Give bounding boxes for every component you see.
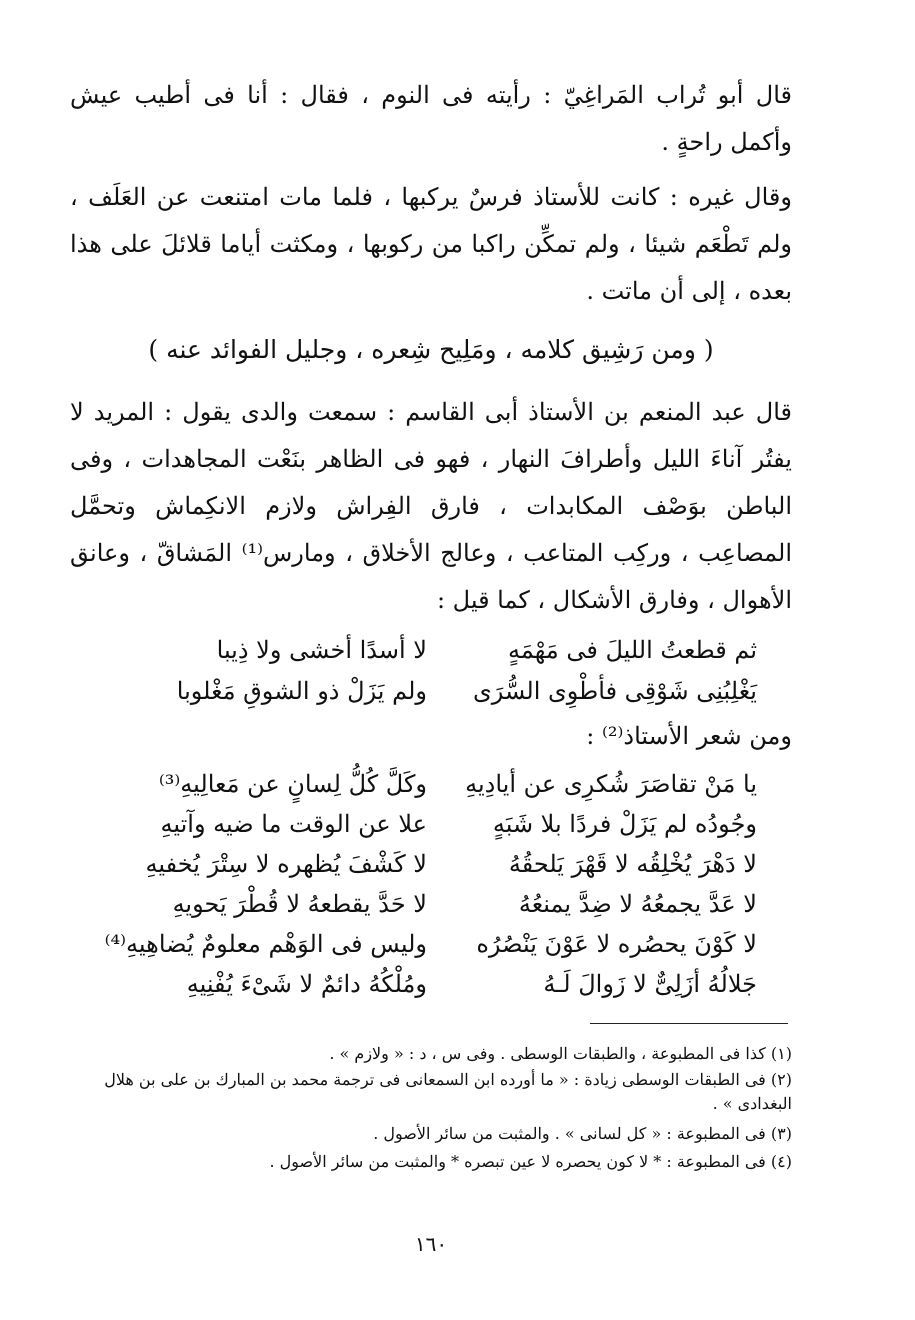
poem-verse [107,764,757,804]
poem-verse [107,884,757,924]
footnote: (١) كذا فى المطبوعة ، والطبقات الوسطى . وفى س ، د : « ولازم » . [329,1044,792,1063]
footnote-divider [590,1023,788,1024]
poem-second [104,764,757,1004]
poem-intro: ومن شعر الأستاذ⁽²⁾ : [586,722,792,750]
verse-first-hemistich: لا عَدَّ يجمعُهُ لا ضِدَّ يمنعُهُ [518,890,757,918]
verse-second-hemistich: ولم يَزَلْ ذو الشوقِ مَغْلوبا [176,677,427,705]
poem-verse [107,671,757,712]
poem-verse [104,924,757,964]
poem-verse [107,630,757,671]
section-heading: ( ومن رَشِيق كلامه ، ومَلِيح شِعره ، وجليل الفوائد عنه ) [148,335,714,364]
verse-second-hemistich: لا حَدَّ يقطعهُ لا قُطْرَ يَحويهِ [172,890,427,918]
poem-first [107,630,757,712]
paragraph-murid: قال عبد المنعم بن الأستاذ أبى القاسم : سمعت والدى يقول : المريد لا يفتُر آناءَ الليل وأطرافَ النهار ، فهو فى الظاهر بنَعْت المجاهدات ، وفى الباطن بوَصْف المكابدات ، فارق الفِراش ولازم الانكِماش وتحمَّل المصاعِب ، وركِب المتاعب ، وعالج الأخلاق ، ومارس⁽¹⁾ المَشاقّ ، وعانق الأهوال ، وفارق الأشكال ، كما قيل : [70,398,793,614]
verse-first-hemistich: يا مَنْ تقاصَرَ شُكرِى عن أيادِيهِ [465,770,757,798]
poem-verse [107,964,757,1004]
poem-verse [107,844,757,884]
verse-second-hemistich: لا أسدًا أخشى ولا ذِيبا [216,636,427,664]
verse-first-hemistich: لا دَهْرَ يُخْلِقُه لا قَهْرَ يَلحقُهُ [508,850,757,878]
verse-first-hemistich: ثم قطعتُ الليلَ فى مَهْمَهٍ [508,636,757,664]
footnote: (٢) فى الطبقات الوسطى زيادة : « ما أورده ابن السمعانى فى ترجمة محمد بن المبارك بن على بن هلال البغدادى » . [104,1070,792,1113]
paragraph-horse: وقال غيره : كانت للأستاذ فرسٌ يركبها ، فلما مات امتنعت عن العَلَف ، ولم تَطْعَم شيئا ، ولم تمكِّن راكبا من ركوبها ، ومكثت أياما قلائلَ على هذا بعده ، إلى أن ماتت . [70,183,792,305]
verse-second-hemistich: وليس فى الوَهْم معلومٌ يُضاهِيهِ⁽⁴⁾ [104,930,427,958]
footnote: (٤) فى المطبوعة : * لا كون يحصره لا عين تبصره * والمثبت من سائر الأصول . [269,1152,792,1171]
verse-first-hemistich: لا كَوْنَ يحصُره لا عَوْنَ يَنْصُرُه [476,930,757,958]
verse-first-hemistich: يَغْلِبُنِى شَوْقِى فأطْوِى السُّرَى [472,677,757,705]
poem-verse [107,804,757,844]
page-number: ١٦٠ [414,1232,448,1256]
verse-second-hemistich: وكَلَّ كُلُّ لِسانٍ عن مَعالِيهِ⁽³⁾ [158,770,427,798]
footnote: (٣) فى المطبوعة : « كل لسانى » . والمثبت من سائر الأصول . [373,1124,792,1143]
verse-first-hemistich: جَلالُهُ أزَلِىٌّ لا زَوالَ لَـهُ [543,970,757,998]
verse-second-hemistich: علا عن الوقت ما ضيه وآتيهِ [160,810,427,838]
footnotes [70,1040,792,1176]
verse-first-hemistich: وجُودُه لم يَزَلْ فردًا بلا شَبَهٍ [492,810,757,838]
verse-second-hemistich: لا كَشْفَ يُظهره لا سِتْرَ يُخفيهِ [145,850,427,878]
verse-second-hemistich: ومُلْكُهُ دائمٌ لا شَىْءَ يُفْنِيهِ [186,970,427,998]
paragraph-abu-turab: قال أبو تُراب المَراغِيّ : رأيته فى النوم ، فقال : أنا فى أطيب عيش وأكمل راحةٍ . [70,81,793,156]
book-page [70,72,792,1282]
